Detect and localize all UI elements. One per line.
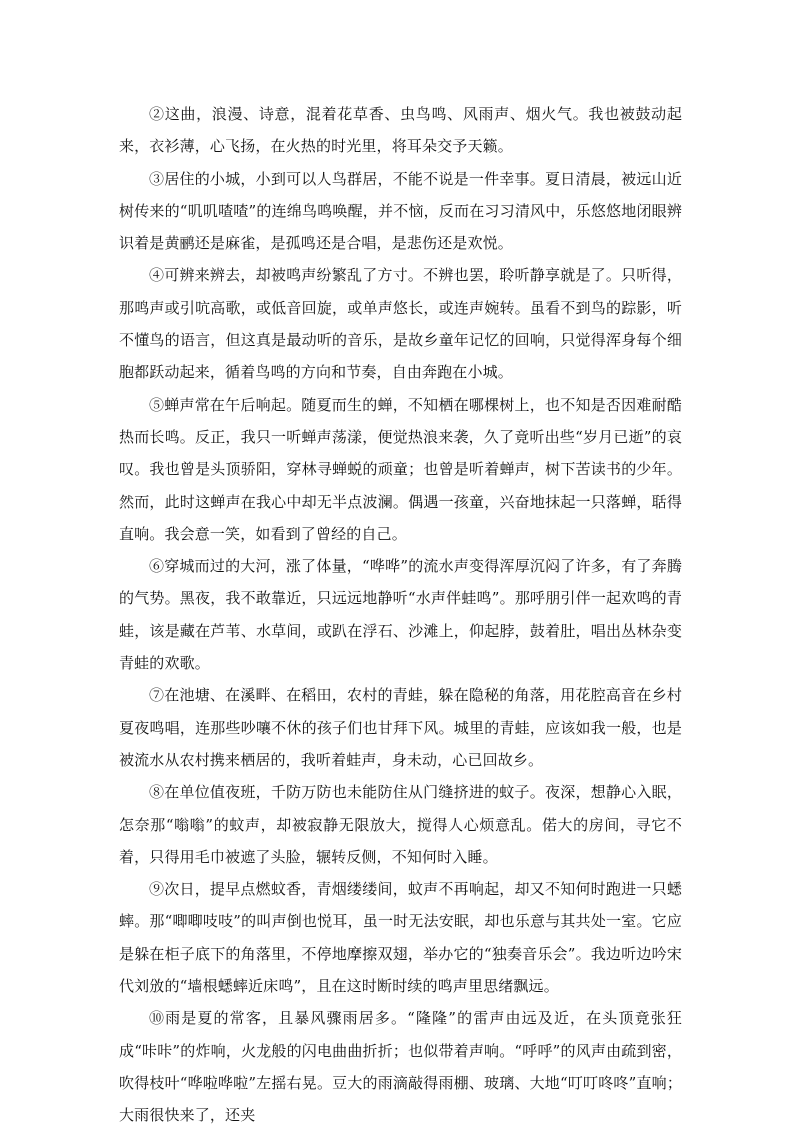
paragraph-4: ④可辨来辨去，却被鸣声纷繁乱了方寸。不辨也罢，聆听静享就是了。只听得，那鸣声或引吭高歌，或低音回旋，或单声悠长，或连声婉转。虽看不到鸟的踪影，听不懂鸟的语言，但这真是最动听的音乐，是故乡童年记忆的回响，只觉得浑身每个细胞都跃动起来，循着鸟鸣的方向和节奏，自由奔跑在小城。 (119, 266, 682, 382)
paragraph-2: ②这曲，浪漫、诗意，混着花草香、虫鸟鸣、风雨声、烟火气。我也被鼓动起来，衣衫薄，心飞扬，在火热的时光里，将耳朵交予天籁。 (119, 105, 682, 156)
paragraph-7: ⑦在池塘、在溪畔、在稻田，农村的青蛙，躲在隐秘的角落，用花腔高音在乡村夏夜鸣唱，连那些吵嚷不休的孩子们也甘拜下风。城里的青蛙，应该如我一般，也是被流水从农村携来栖居的，我听着蛙声，身未动，心已回故乡。 (119, 686, 682, 769)
paragraph-8: ⑧在单位值夜班，千防万防也未能防住从门缝挤进的蚊子。夜深，想静心入眠，怎奈那“嗡嗡”的蚊声，却被寂静无限放大，搅得人心烦意乱。偌大的房间，寻它不着，只得用毛巾被遮了头脸，辗转反侧，不知何时入睡。 (119, 783, 682, 866)
paragraph-3: ③居住的小城，小到可以人鸟群居，不能不说是一件幸事。夏日清晨，被远山近树传来的“叽叽喳喳”的连绵鸟鸣唤醒，并不恼，反而在习习清风中，乐悠悠地闭眼辨识着是黄鹂还是麻雀，是孤鸣还是合唱，是悲伤还是欢悦。 (119, 169, 682, 253)
paragraph-5: ⑤蝉声常在午后响起。随夏而生的蝉，不知栖在哪棵树上，也不知是否因难耐酷热而长鸣。反正，我只一听蝉声荡漾，便觉热浪来袭，久了竟听出些“岁月已逝”的哀叹。我也曾是头顶骄阳，穿林寻蝉蜕的顽童；也曾是听着蝉声，树下苦读书的少年。然而，此时这蝉声在我心中却无半点波澜。偶遇一孩童，兴奋地抹起一只落蝉，聒得直响。我会意一笑，如看到了曾经的自己。 (119, 395, 682, 543)
paragraph-6: ⑥穿城而过的大河，涨了体量，“哗哗”的流水声变得浑厚沉闷了许多，有了奔腾的气势。黑夜，我不敢靠近，只远远地静听“水声伴蛙鸣”。那呼朋引伴一起欢鸣的青蛙，该是藏在芦苇、水草间，或趴在浮石、沙滩上，仰起脖，鼓着肚，唱出丛林杂变青蛙的欢歌。 (119, 557, 682, 673)
paragraph-10: ⑩雨是夏的常客，且暴风骤雨居多。“隆隆”的雷声由远及近，在头顶竟张狂成“咔咔”的炸响，火龙般的闪电曲曲折折；也似带着声响。“呼呼”的风声由疏到密，吹得枝叶“哗啦哗啦”左摇右晃。豆大的雨滴敲得雨棚、玻璃、大地“叮叮咚咚”直响；大雨很快来了，还夹 (119, 1009, 682, 1125)
paragraph-9: ⑨次日，提早点燃蚊香，青烟缕缕间，蚊声不再响起，却又不知何时跑进一只蟋蟀。那“唧唧吱吱”的叫声倒也悦耳，虽一时无法安眠，却也乐意与其共处一室。它应是躲在柜子底下的角落里，不停地摩擦双翅，举办它的“独奏音乐会”。我边听边吟宋代刘攽的“墙根蟋蟀近床鸣”，且在这时断时续的鸣声里思绪飘远。 (119, 880, 682, 996)
